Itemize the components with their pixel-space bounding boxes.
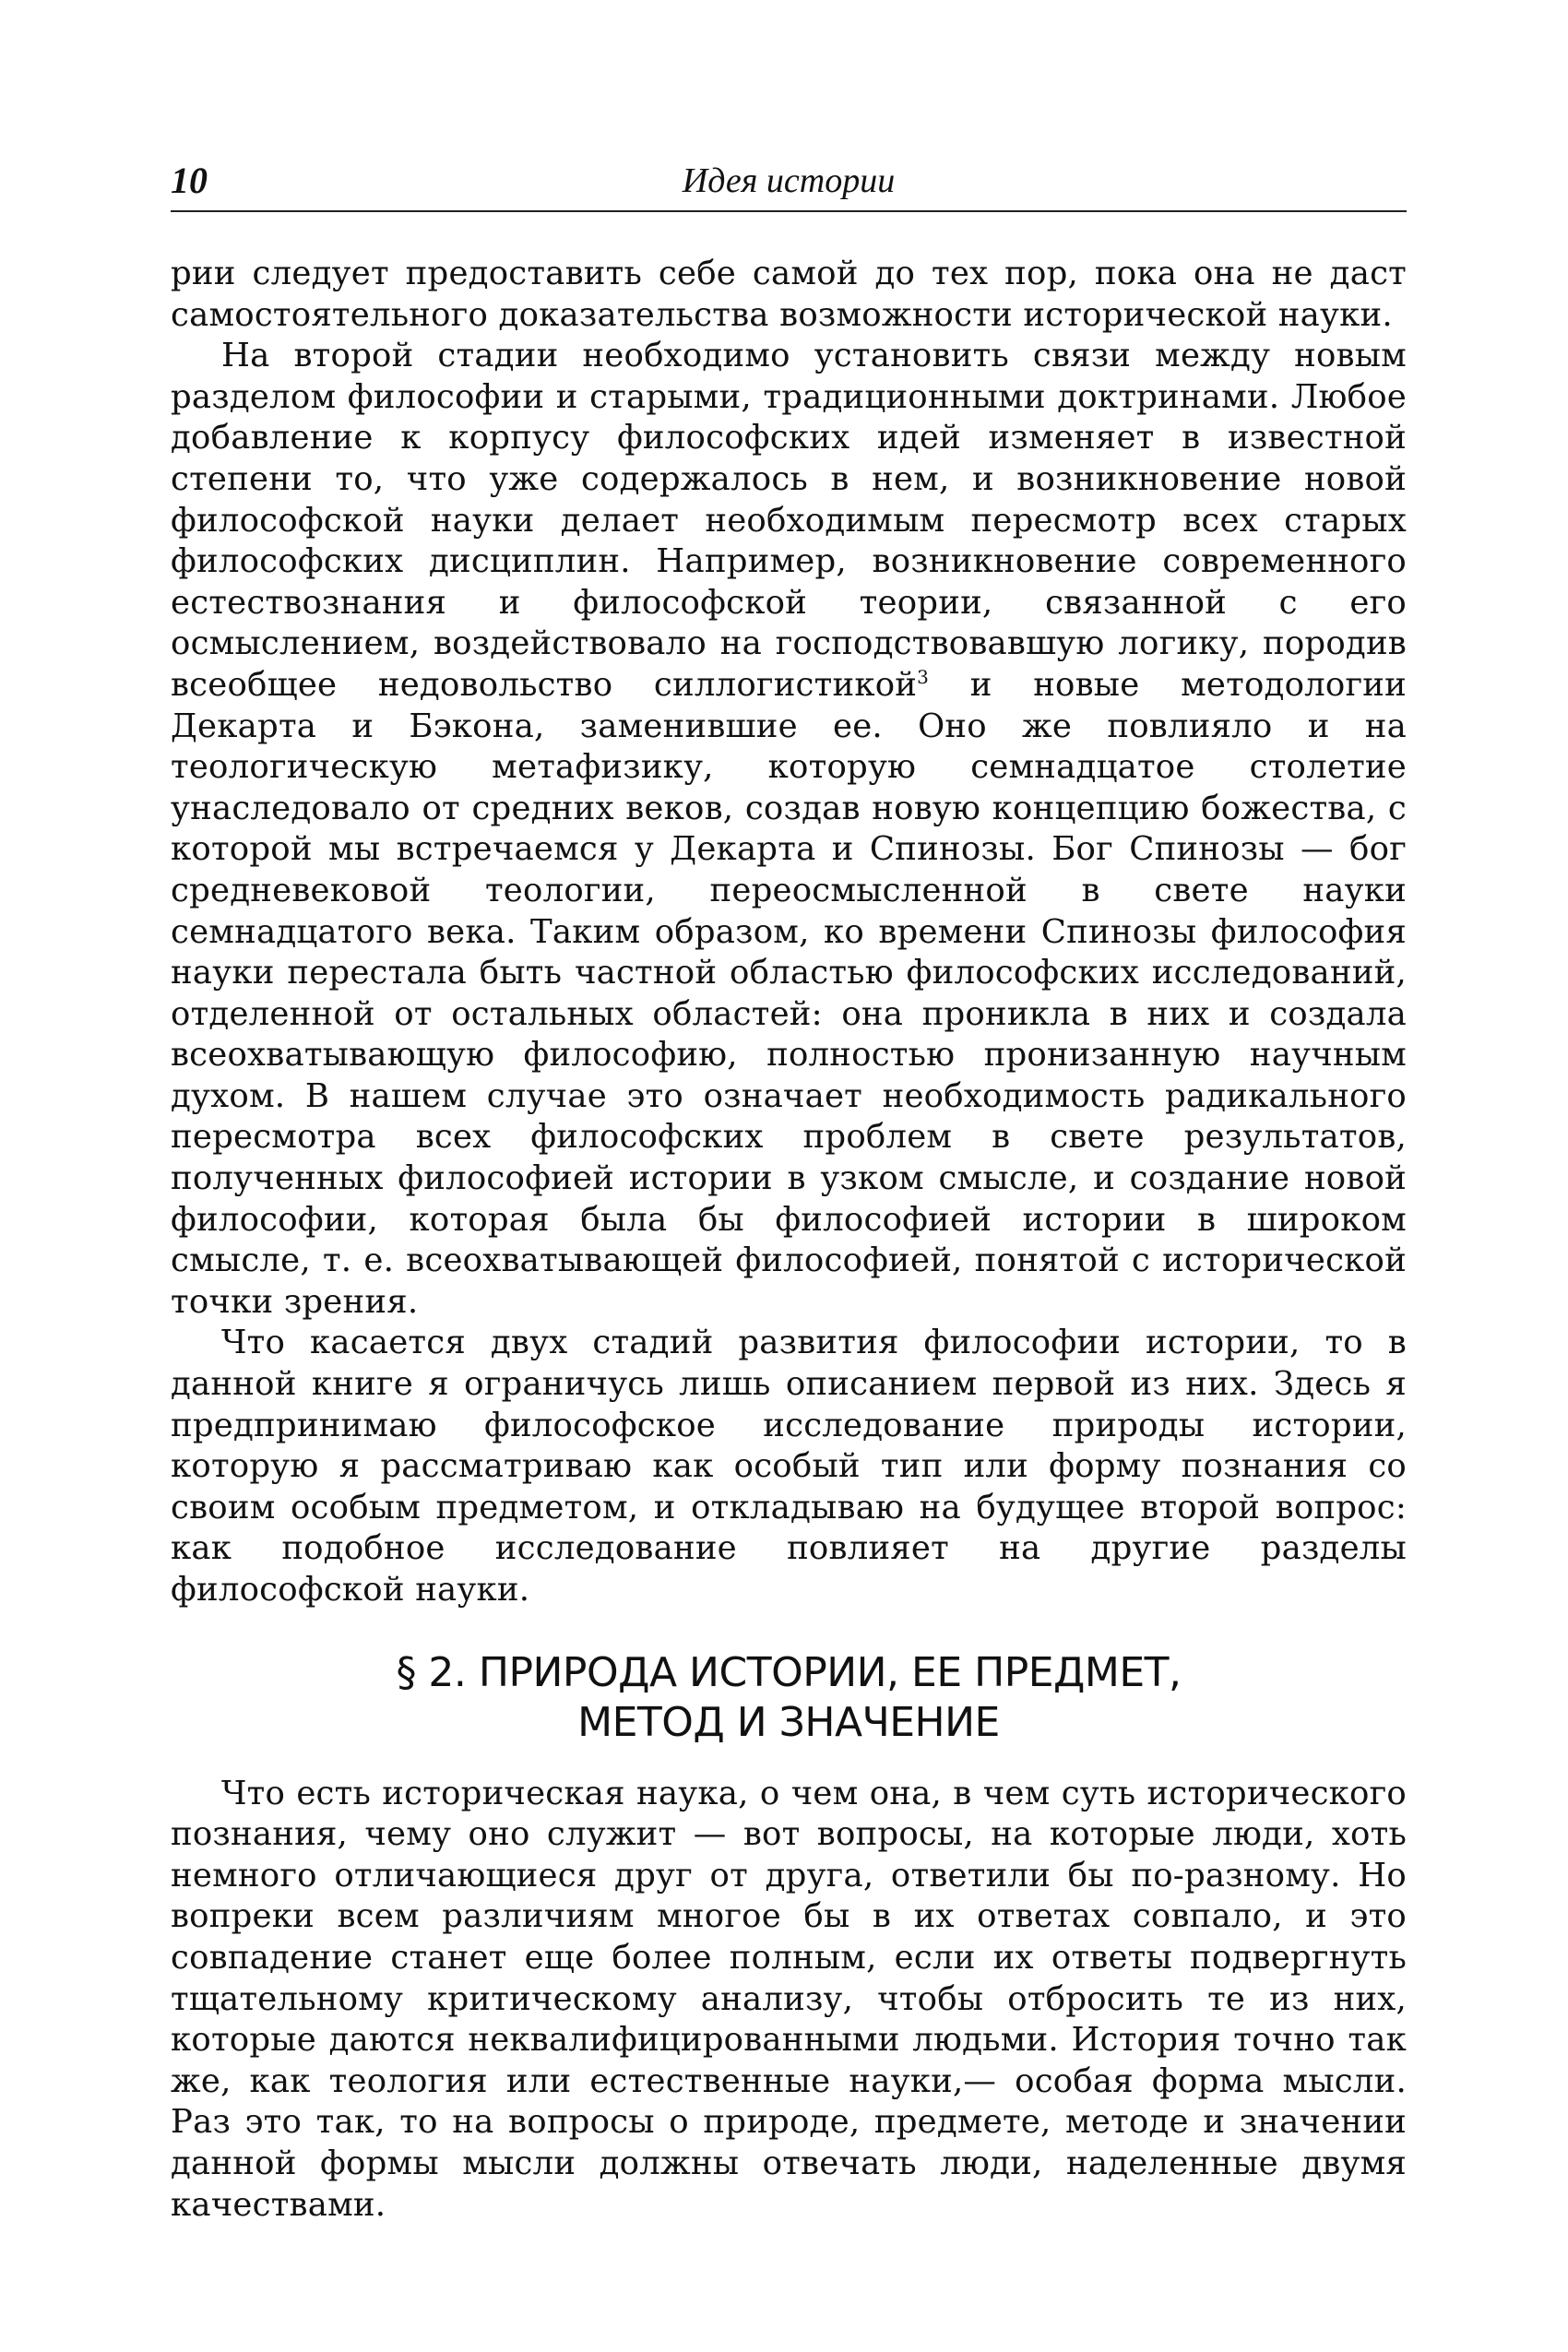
section-heading [171,1648,1407,1748]
page-body [171,254,1407,2226]
running-header [171,155,1407,212]
book-title: Идея истории [682,161,896,200]
paragraph-second-stage-part2: и новые методологии Декарта и Бэкона, заменившие ее. Оно же повлияло и на теологическую метафизику, которую семнадцатое столетие унаследовало от средних веков, создав новую концепцию божества, с которой мы встречаемся у Декарта и Спинозы. Бог Спинозы — бог средневековой теологии, переосмысленной в свете науки семнадцатого века. Таким образом, ко времени Спинозы философия науки перестала быть частной областью философских исследований, отделенной от остальных областей: она проникла в них и создала всеохватывающую философию, полностью пронизанную научным духом. В нашем случае это означает необходимость радикального пересмотра всех философских проблем в свете результатов, полученных философией истории в узком смысле, и создание новой философии, которая была бы философией истории в широком смысле, т. е. всеохватывающей философией, понятой с исторической точки зрения. [171,665,1407,1321]
footnote-marker[interactable]: 3 [917,666,930,689]
paragraph-second-stage [171,336,1407,1323]
paragraph-second-stage-part1: На второй стадии необходимо установить связи между новым разделом философии и старыми, традиционными доктринами. Любое добавление к корпусу философских идей изменяет в известной степени то, что уже содержалось в нем, и возникновение новой философской науки делает необходимым пересмотр всех старых философских дисциплин. Например, возникновение современного естествознания и философской теории, связанной с его осмыслением, воздействовало на господствовавшую логику, породив всеобщее недовольство силлогистикой [171,337,1407,704]
paragraph-section-intro: Что есть историческая наука, о чем она, в чем суть исторического познания, чему оно служит — вот вопросы, на которые люди, хоть немного отличающиеся друг от друга, ответили бы по-разному. Но вопреки всем различиям многое бы в их ответах совпало, и это совпадение станет еще более полным, если их ответы подвергнуть тщательному критическому анализу, чтобы отбросить те из них, которые даются неквалифицированными людьми. История точно так же, как теология или естественные науки,— особая форма мысли. Раз это так, то на вопросы о природе, предмете, методе и значении данной формы мысли должны отвечать люди, наделенные двумя качествами. [171,1774,1407,2224]
section-heading-line1: § 2. ПРИРОДА ИСТОРИИ, ЕЕ ПРЕДМЕТ, [396,1648,1182,1696]
page-number: 10 [171,160,208,201]
section-heading-line2: МЕТОД И ЗНАЧЕНИЕ [577,1698,1000,1746]
paragraph-two-stages: Что касается двух стадий развития философии истории, то в данной книге я ограничусь лишь описанием первой из них. Здесь я предпринимаю философское исследование природы истории, которую я рассматриваю как особый тип или форму познания со своим особым предметом, и откладываю на будущее второй вопрос: как подобное исследование повлияет на другие разделы философской науки. [171,1324,1407,1609]
paragraph-continuation: рии следует предоставить себе самой до тех пор, пока она не даст самостоятельного доказательства возможности исторической науки. [171,255,1407,334]
